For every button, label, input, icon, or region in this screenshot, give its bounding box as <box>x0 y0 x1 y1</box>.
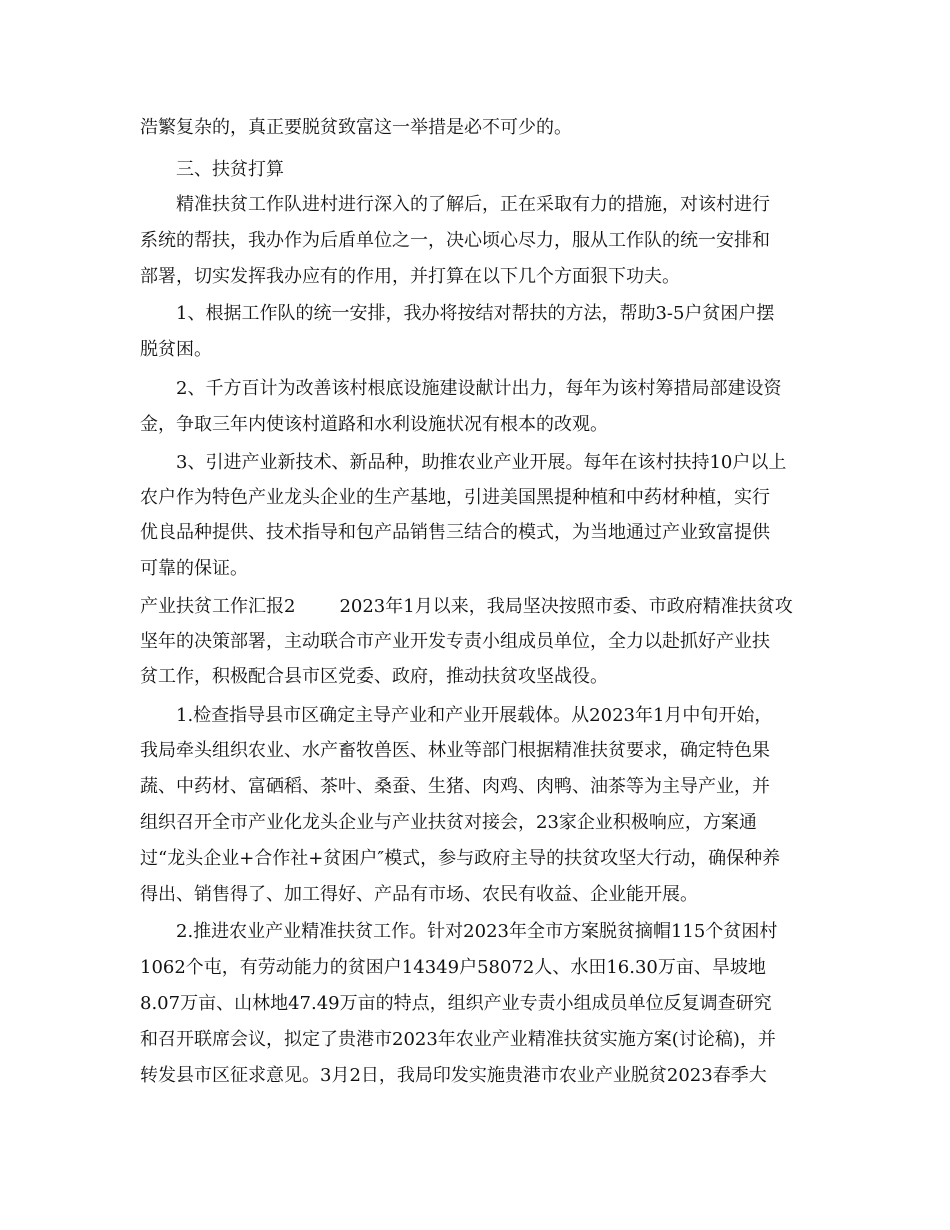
list-item-line: 优良品种提供、技术指导和包产品销售三结合的模式，为当地通过产业致富提供 <box>140 522 770 543</box>
report-heading-line <box>140 596 793 618</box>
paragraph-line: 转发县市区征求意见。3月2日，我局印发实施贵港市农业产业脱贫2023春季大 <box>140 1065 767 1086</box>
paragraph-line: 1.检查指导县市区确定主导产业和产业开展载体。从2023年1月中旬开始， <box>176 705 773 726</box>
list-item-line: 可靠的保证。 <box>140 558 248 579</box>
paragraph-line: 浩繁复杂的，真正要脱贫致富这一举措是必不可少的。 <box>140 117 572 138</box>
paragraph-line: 和召开联席会议，拟定了贵港市2023年农业产业精准扶贫实施方案(讨论稿)，并 <box>140 1029 776 1050</box>
list-item-line: 1、根据工作队的统一安排，我办将按结对帮扶的方法，帮助3-5户贫困户摆 <box>176 303 775 324</box>
paragraph-line: 组织召开全市产业化龙头企业与产业扶贫对接会，23家企业积极响应，方案通 <box>140 812 757 833</box>
paragraph-line: 系统的帮扶，我办作为后盾单位之一，决心顷心尽力，服从工作队的统一安排和 <box>140 230 770 251</box>
paragraph-line: 得出、销售得了、加工得好、产品有市场、农民有收益、企业能开展。 <box>140 884 698 905</box>
paragraph-line: 贫工作，积极配合县市区党委、政府，推动扶贫攻坚战役。 <box>140 666 608 687</box>
list-item-line: 3、引进产业新技术、新品种，助推农业产业开展。每年在该村扶持10户以上 <box>176 452 787 473</box>
paragraph-line: 蔬、中药材、富硒稻、茶叶、桑蚕、生猪、肉鸡、肉鸭、油茶等为主导产业，并 <box>140 776 770 797</box>
list-item-line: 农户作为特色产业龙头企业的生产基地，引进美国黑提种植和中药材种植，实行 <box>140 487 770 508</box>
paragraph-line: 部署，切实发挥我办应有的作用，并打算在以下几个方面狠下功夫。 <box>140 266 680 287</box>
list-item-line: 2、千方百计为改善该村根底设施建设献计出力，每年为该村筹措局部建设资 <box>176 378 782 399</box>
list-item-line: 脱贫困。 <box>140 339 212 360</box>
paragraph-line: 坚年的决策部署，主动联合市产业开发专责小组成员单位，全力以赴抓好产业扶 <box>140 631 770 652</box>
paragraph-line: 我局牵头组织农业、水产畜牧兽医、林业等部门根据精准扶贫要求，确定特色果 <box>140 740 770 761</box>
report-title: 产业扶贫工作汇报2 <box>140 596 296 617</box>
paragraph-line: 1062个屯，有劳动能力的贫困户14349户58072人、水田16.30万亩、旱坡地 <box>140 957 766 978</box>
paragraph-line: 精准扶贫工作队进村进行深入的了解后，正在采取有力的措施，对该村进行 <box>176 194 770 215</box>
list-item-line: 金，争取三年内使该村道路和水利设施状况有根本的改观。 <box>140 414 608 435</box>
paragraph-line: 2.推进农业产业精准扶贫工作。针对2023年全市方案脱贫摘帽115个贫困村 <box>176 921 778 942</box>
paragraph-line: 2023年1月以来，我局坚决按照市委、市政府精准扶贫攻 <box>339 596 793 617</box>
section-heading: 三、扶贫打算 <box>176 159 284 180</box>
paragraph-line: 过“龙头企业+合作社+贫困户″模式，参与政府主导的扶贫攻坚大行动，确保种养 <box>140 848 781 869</box>
paragraph-line: 8.07万亩、山林地47.49万亩的特点，组织产业专责小组成员单位反复调查研究 <box>140 993 772 1014</box>
